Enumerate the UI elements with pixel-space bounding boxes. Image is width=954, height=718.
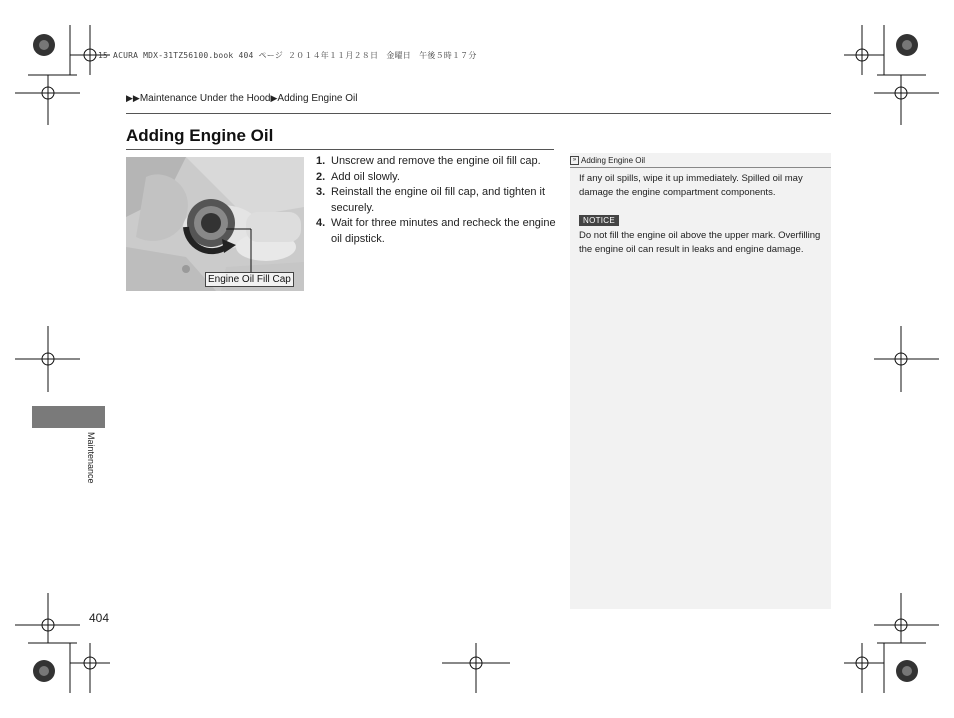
steps-list [316, 154, 556, 247]
step-number: 2. [316, 170, 326, 183]
breadcrumb [126, 93, 357, 104]
print-header: 15 ACURA MDX-31TZ56100.book 404 ページ ２０１４年１１月２８日 金曜日 午後５時１７分 [98, 51, 477, 60]
step-number: 3. [316, 186, 326, 198]
breadcrumb-arrows: ▶▶ [126, 93, 140, 103]
breadcrumb-section[interactable]: Maintenance Under the Hood [139, 93, 271, 104]
section-tab [32, 406, 105, 428]
sidebar-paragraph: If any oil spills, wipe it up immediately. Spilled oil may damage the engine compartment components. [579, 173, 803, 198]
step-text: Unscrew and remove the engine oil fill cap. [331, 155, 541, 167]
list-item [316, 154, 556, 170]
list-item [316, 170, 556, 186]
step-text: Wait for three minutes and recheck the engine oil dipstick. [331, 217, 556, 245]
figure-callout: Engine Oil Fill Cap [205, 272, 294, 287]
step-text: Reinstall the engine oil fill cap, and tighten it securely. [331, 186, 546, 214]
sidebar-heading [570, 156, 831, 168]
sidebar-heading-text: Adding Engine Oil [581, 156, 646, 165]
breadcrumb-separator: ▶ [270, 93, 278, 103]
page-number: 404 [89, 611, 110, 625]
notice-badge: NOTICE [579, 215, 619, 226]
engine-illustration [126, 157, 304, 291]
title-rule [126, 149, 554, 150]
sidebar-notice-text: Do not fill the engine oil above the upper mark. Overfilling the engine oil can result in leaks and engine damage. [579, 230, 821, 255]
step-number: 4. [316, 217, 326, 229]
list-item [316, 185, 556, 216]
engine-photo [126, 157, 304, 291]
reference-icon: » [570, 156, 579, 165]
header-rule [126, 113, 831, 114]
page-title: Adding Engine Oil [126, 126, 274, 145]
section-tab-label: Maintenance [86, 432, 96, 484]
step-number: 1. [316, 155, 326, 167]
breadcrumb-current: Adding Engine Oil [277, 93, 358, 104]
list-item [316, 216, 556, 247]
step-text: Add oil slowly. [331, 170, 400, 183]
